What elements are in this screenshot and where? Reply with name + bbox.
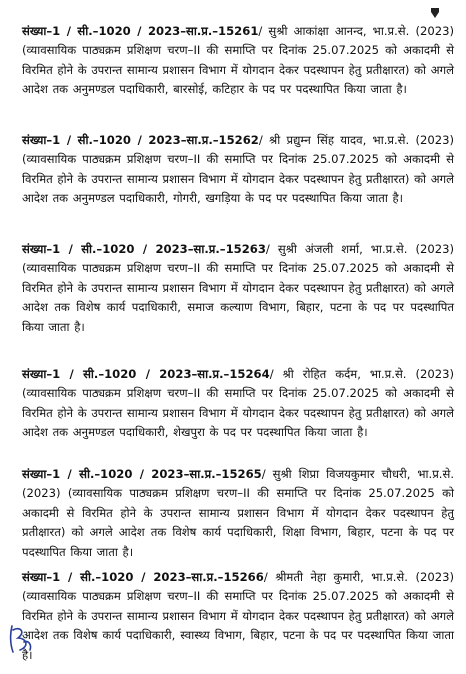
order-text: / श्री रोहित कर्दम, भा.प्र.से. (2023) (व्यावसायिक पाठ्यक्रम प्रशिक्षण चरण–II की समाप्ति पर दिनांक 25.07.2025 को अकादमी से विरमित होने के उपरान्त सामान्य प्रशासन विभाग में योगदान देकर पदस्थापन हेतु प्रतीक्षारत) को अगले आदेश तक अनुमण्डल पदाधिकारी, शेखपुरा के पद पर पदस्थापित किया जाता है। xyxy=(22,367,455,440)
order-number: संख्या–1 / सी.–1020 / 2023–सा.प्र.–15263 xyxy=(22,242,266,256)
order-number: संख्या–1 / सी.–1020 / 2023–सा.प्र.–15264 xyxy=(22,367,270,381)
order-number: संख्या–1 / सी.–1020 / 2023–सा.प्र.–15266 xyxy=(22,570,264,584)
order-text: / सुश्री शिप्रा विजयकुमार चौधरी, भा.प्र.से. (2023) (व्यावसायिक पाठ्यक्रम प्रशिक्षण चरण–II की समाप्ति पर दिनांक 25.07.2025 को अकादमी से विरमित होने के उपरान्त सामान्य प्रशासन विभाग में योगदान देकर पदस्थापन हेतु प्रतीक्षारत) को अगले आदेश तक विशेष कार्य पदाधिकारी, शिक्षा विभाग, बिहार, पटना के पद पर पदस्थापित किया जाता है। xyxy=(22,467,455,559)
order-entry-3 xyxy=(22,240,454,337)
order-entry-4 xyxy=(22,365,454,443)
order-text: / श्री प्रद्युम्न सिंह यादव, भा.प्र.से. (2023) (व्यावसायिक पाठ्यक्रम प्रशिक्षण चरण–II की समाप्ति पर दिनांक 25.07.2025 को अकादमी से विरमित होने के उपरान्त सामान्य प्रशासन विभाग में योगदान देकर पदस्थापन हेतु प्रतीक्षारत) को अगले आदेश तक अनुमण्डल पदाधिकारी, गोगरी, खगड़िया के पद पर पदस्थापित किया जाता है। xyxy=(22,133,455,206)
order-entry-5 xyxy=(22,465,454,562)
order-text: / श्रीमती नेहा कुमारी, भा.प्र.से. (2023) (व्यावसायिक पाठ्यक्रम प्रशिक्षण चरण–II की समाप्ति पर दिनांक 25.07.2025 को अकादमी से विरमित होने के उपरान्त सामान्य प्रशासन विभाग में योगदान देकर पदस्थापन हेतु प्रतीक्षारत) को अगले आदेश तक विशेष कार्य पदाधिकारी, स्वास्थ्य विभाग, बिहार, पटना के पद पर पदस्थापित किया जाता है। xyxy=(22,570,455,662)
order-entry-2 xyxy=(22,131,454,209)
order-text: / सुश्री आकांक्षा आनन्द, भा.प्र.से. (2023) (व्यावसायिक पाठ्यक्रम प्रशिक्षण चरण–II की समाप्ति पर दिनांक 25.07.2025 को अकादमी से विरमित होने के उपरान्त सामान्य प्रशासन विभाग में योगदान देकर पदस्थापन हेतु प्रतीक्षारत) को अगले आदेश तक अनुमण्डल पदाधिकारी, बारसोई, कटिहार के पद पर पदस्थापित किया जाता है। xyxy=(22,24,455,97)
order-entry-1 xyxy=(22,22,454,100)
down-arrow-glyph-icon xyxy=(428,6,442,20)
order-number: संख्या–1 / सी.–1020 / 2023–सा.प्र.–15261 xyxy=(22,24,259,38)
signature-icon xyxy=(6,622,36,656)
order-entry-6 xyxy=(22,568,454,665)
order-number: संख्या–1 / सी.–1020 / 2023–सा.प्र.–15262 xyxy=(22,133,259,147)
order-text: / सुश्री अंजली शर्मा, भा.प्र.से. (2023) (व्यावसायिक पाठ्यक्रम प्रशिक्षण चरण–II की समाप्ति पर दिनांक 25.07.2025 को अकादमी से विरमित होने के उपरान्त सामान्य प्रशासन विभाग में योगदान देकर पदस्थापन हेतु प्रतीक्षारत) को अगले आदेश तक विशेष कार्य पदाधिकारी, समाज कल्याण विभाग, बिहार, पटना के पद पर पदस्थापित किया जाता है। xyxy=(22,242,455,334)
order-number: संख्या–1 / सी.–1020 / 2023–सा.प्र.–15265 xyxy=(22,467,262,481)
